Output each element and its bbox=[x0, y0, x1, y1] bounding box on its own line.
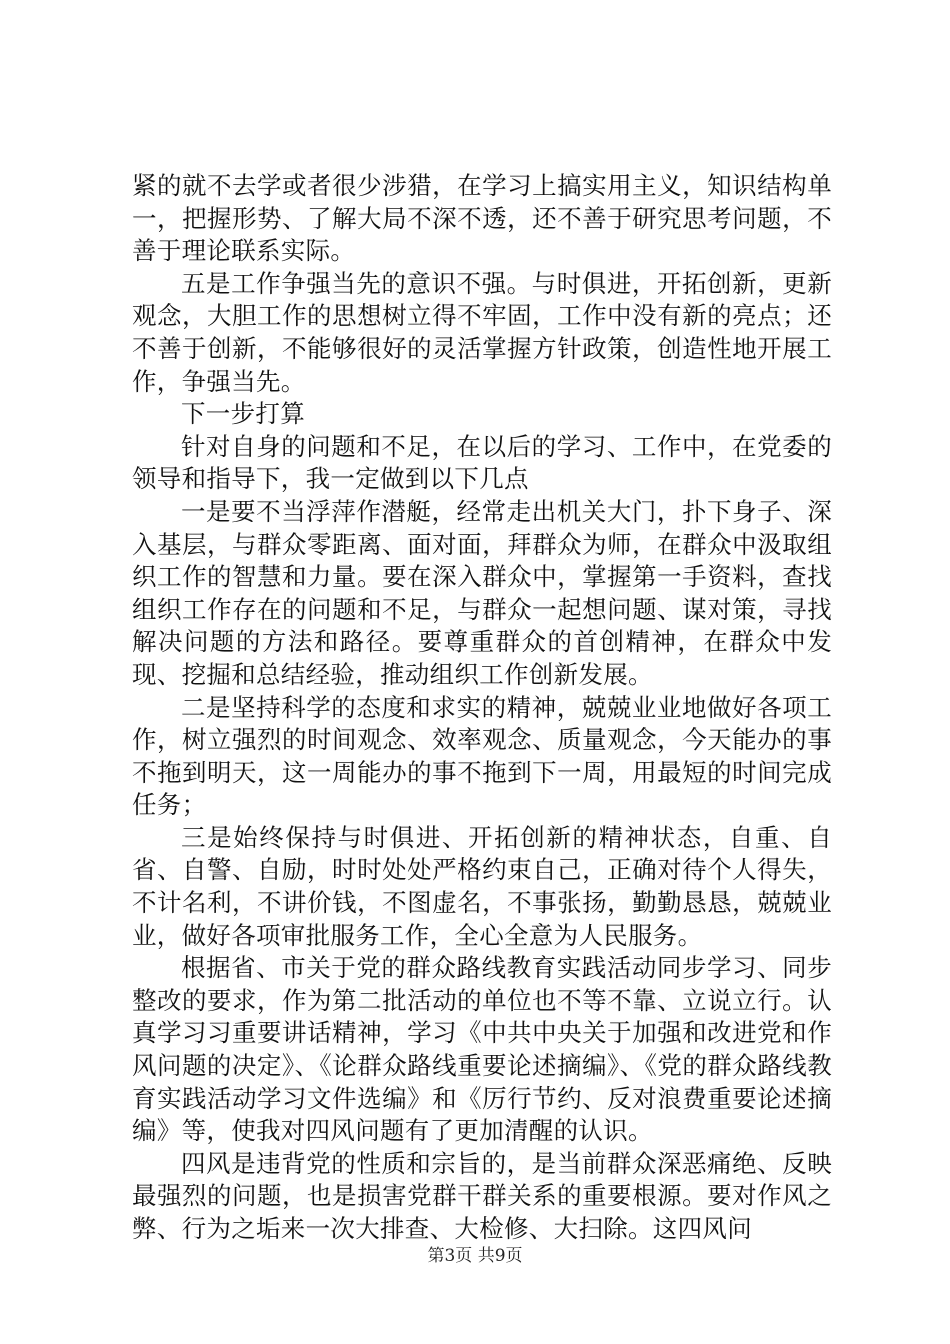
paragraph-point-one: 一是要不当浮萍作潜艇，经常走出机关大门，扑下身子、深入基层，与群众零距离、面对面，拜群众为师，在群众中汲取组织工作的智慧和力量。要在深入群众中，掌握第一手资料，查找组织工作存在的问题和不足，与群众一起想问题、谋对策，寻找解决问题的方法和路径。要尊重群众的首创精神，在群众中发现、挖掘和总结经验，推动组织工作创新发展。 bbox=[132, 496, 832, 689]
paragraph-continuation: 紧的就不去学或者很少涉猎，在学习上搞实用主义，知识结构单一，把握形势、了解大局不深不透，还不善于研究思考问题，不善于理论联系实际。 bbox=[132, 171, 832, 266]
body-text bbox=[132, 170, 832, 1246]
page-number-footer: 第3页 共9页 bbox=[427, 1246, 523, 1266]
paragraph-point-five: 五是工作争强当先的意识不强。与时俱进，开拓创新，更新观念，大胆工作的思想树立得不牢固，工作中没有新的亮点；还不善于创新，不能够很好的灵活掌握方针政策，创造性地开展工作，争强当先。 bbox=[132, 268, 832, 396]
paragraph-study: 根据省、市关于党的群众路线教育实践活动同步学习、同步整改的要求，作为第二批活动的单位也不等不靠、立说立行。认真学习习重要讲话精神，学习《中共中央关于加强和改进党和作风问题的决定》、《论群众路线重要论述摘编》、《党的群众路线教育实践活动学习文件选编》和《厉行节约、反对浪费重要论述摘编》等，使我对四风问题有了更加清醒的认识。 bbox=[132, 953, 832, 1146]
section-heading-next-steps: 下一步打算 bbox=[181, 399, 305, 429]
paragraph-four-winds: 四风是违背党的性质和宗旨的，是当前群众深恶痛绝、反映最强烈的问题，也是损害党群干群关系的重要根源。要对作风之弊、行为之垢来一次大排查、大检修、大扫除。这四风问 bbox=[132, 1148, 832, 1243]
paragraph-point-three: 三是始终保持与时俱进、开拓创新的精神状态，自重、自省、自警、自励，时时处处严格约束自己，正确对待个人得失，不计名利，不讲价钱，不图虚名，不事张扬，勤勤恳恳，兢兢业业，做好各项审批服务工作，全心全意为人民服务。 bbox=[132, 822, 832, 950]
paragraph-point-two: 二是坚持科学的态度和求实的精神，兢兢业业地做好各项工作，树立强烈的时间观念、效率观念、质量观念，今天能办的事不拖到明天，这一周能办的事不拖到下一周，用最短的时间完成任务； bbox=[132, 692, 832, 820]
paragraph-intro: 针对自身的问题和不足，在以后的学习、工作中，在党委的领导和指导下，我一定做到以下几点 bbox=[132, 431, 832, 494]
